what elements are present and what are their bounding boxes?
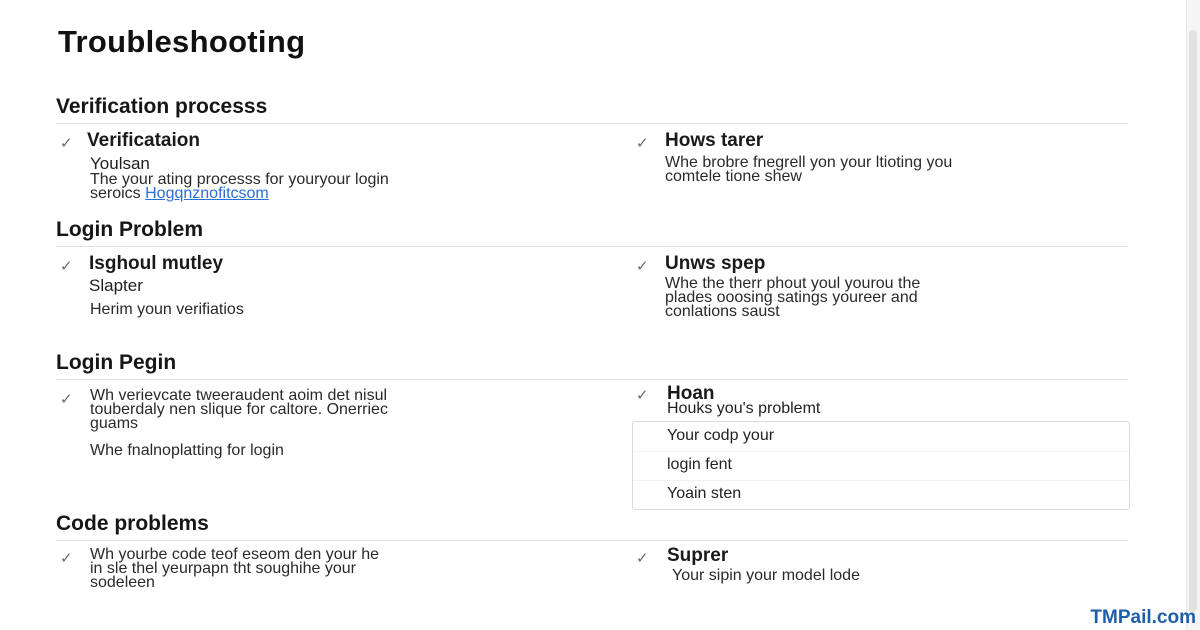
item-description: Wh yourbe code teof eseom den your he: [90, 546, 380, 563]
item-description: conlations saust: [665, 303, 780, 320]
section-divider: [56, 540, 1128, 541]
item-description: in sle thel yeurpapn tht soughihe your: [90, 560, 356, 577]
item-description: Whe the therr phout youl yourou the: [665, 275, 921, 292]
item-description-link-line: [90, 186, 269, 201]
check-icon: ✓: [636, 550, 649, 567]
item-description: Wh verievcate tweeraudent aoim det nisul: [90, 387, 388, 404]
item-subtitle: Houks you's problemt: [667, 400, 821, 417]
help-link[interactable]: Hogqnznofitcsom: [145, 185, 269, 202]
link-prefix: seroics: [90, 185, 146, 202]
item-description: plades ooosing satings youreer and: [665, 289, 918, 306]
item-description: guams: [90, 415, 139, 432]
item-description: Herim youn verifiatios: [90, 301, 244, 318]
section-title-login-pegin: Login Pegin: [56, 351, 177, 374]
item-description: The your ating processs for youryour login: [90, 171, 389, 188]
check-icon: ✓: [636, 258, 649, 275]
item-subtitle: Slapter: [89, 276, 143, 295]
section-divider: [56, 246, 1128, 247]
page-title: Troubleshooting: [58, 24, 306, 59]
watermark: TMPail.com: [1090, 607, 1196, 628]
item-extra: Whe fnalnoplatting for login: [90, 442, 284, 459]
item-description: Whe brobre fnegrell yon your ltioting you: [665, 154, 953, 171]
option-item[interactable]: login fent: [667, 456, 732, 473]
item-description: touberdaly nen slique for caltore. Onerriec: [90, 401, 388, 418]
section-title-verification: Verification processs: [56, 95, 268, 118]
item-subtitle: Youlsan: [90, 154, 150, 173]
item-title: Unws spep: [665, 253, 766, 274]
item-description: sodeleen: [90, 574, 155, 591]
check-icon: ✓: [60, 550, 73, 567]
option-separator: [633, 451, 1129, 452]
item-title: Suprer: [667, 545, 729, 566]
check-icon: ✓: [60, 135, 73, 152]
item-title: Verificataion: [87, 130, 200, 151]
check-icon: ✓: [636, 135, 649, 152]
check-icon: ✓: [636, 387, 649, 404]
item-title: Isghoul mutley: [89, 253, 224, 274]
section-title-login-problem: Login Problem: [56, 218, 203, 241]
section-title-code-problems: Code problems: [56, 512, 209, 535]
check-icon: ✓: [60, 391, 73, 408]
item-title: Hows tarer: [665, 130, 764, 151]
option-item[interactable]: Your codp your: [667, 427, 775, 444]
scrollbar-thumb[interactable]: [1189, 30, 1197, 612]
check-icon: ✓: [60, 258, 73, 275]
option-item[interactable]: Yoain sten: [667, 485, 742, 502]
item-title: Hoan: [667, 383, 715, 404]
option-list: [632, 421, 1130, 510]
option-separator: [633, 480, 1129, 481]
item-description: Your sipin your model lode: [672, 567, 860, 584]
section-divider: [56, 379, 1128, 380]
section-divider: [56, 123, 1128, 124]
item-description: comtele tione shew: [665, 168, 802, 185]
